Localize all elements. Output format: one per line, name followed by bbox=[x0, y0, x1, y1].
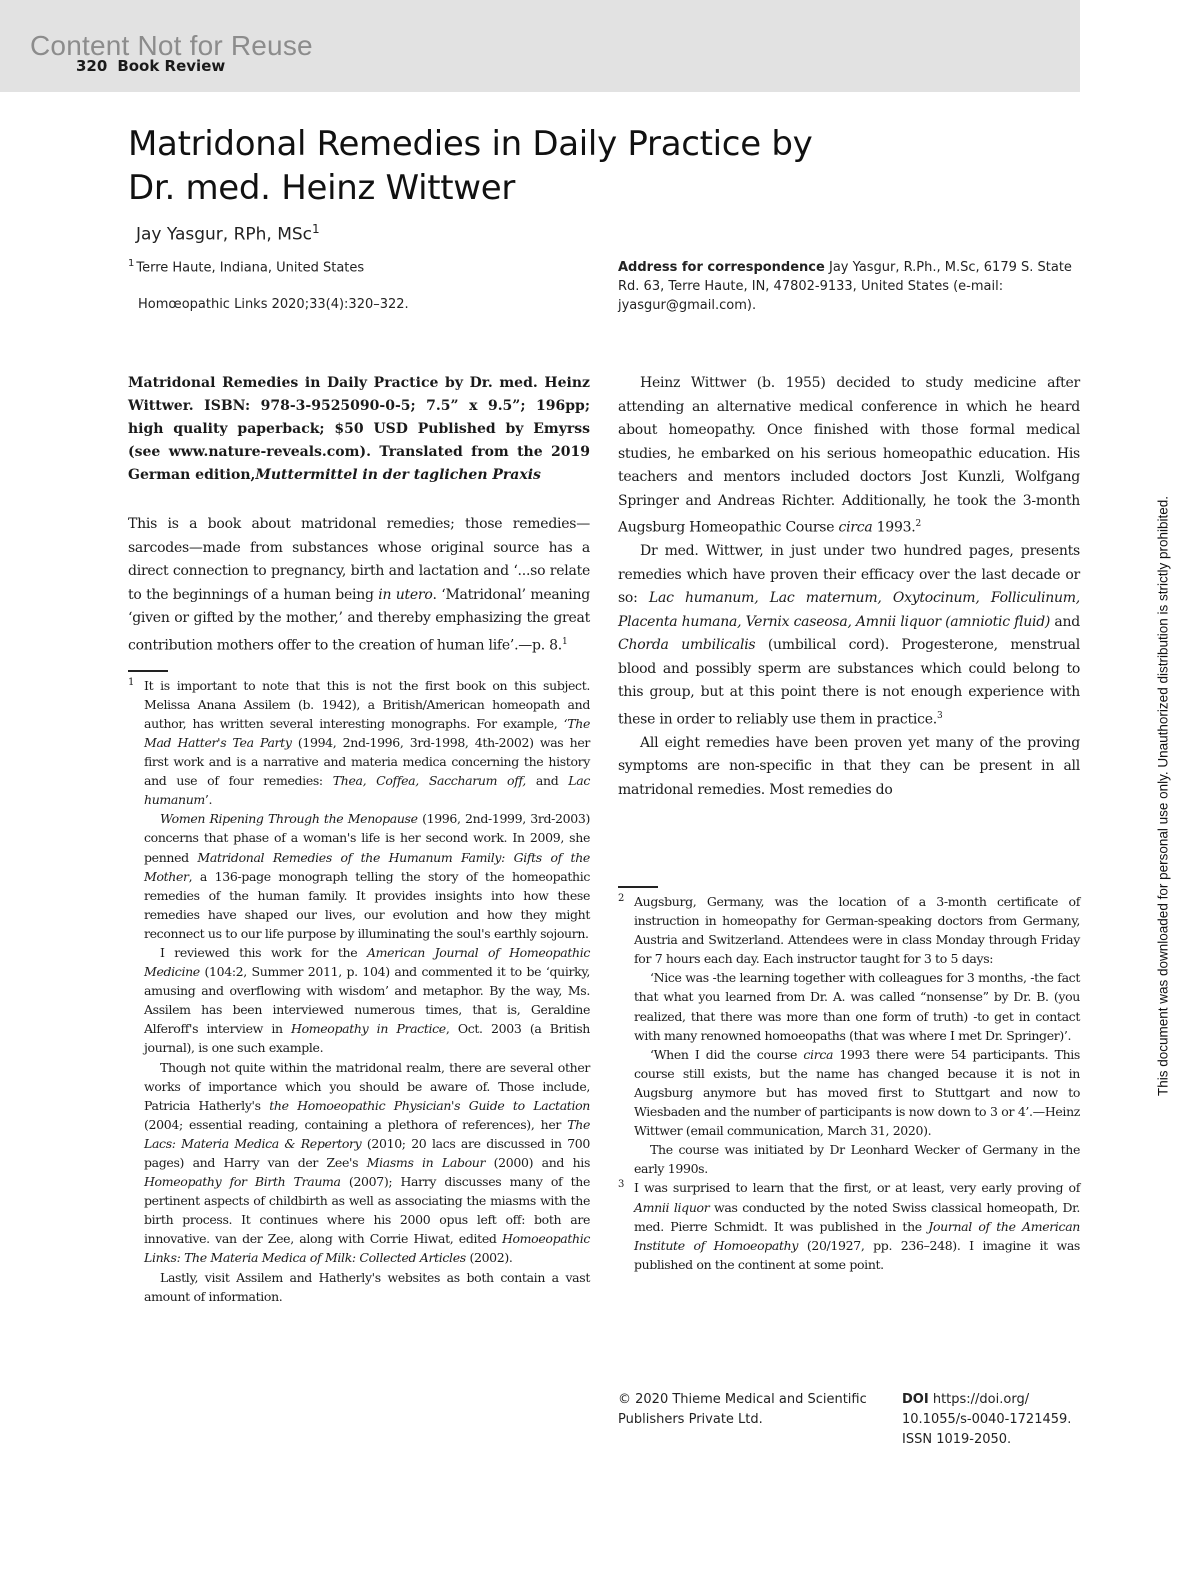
side-notice-text: This document was downloaded for personal use only. Unauthorized distribution is strictly prohibited. bbox=[1155, 495, 1171, 1097]
footnote-1-para-2 bbox=[128, 809, 590, 943]
fn1-p2-text-b: , a 136-page monograph telling the story of the homeopathic remedies of the human family. It provides insights into how these remedies have shaped our lives, our evolution and how they might reconnect us to our life purpose by illuminating the soul's earthly sojourn. bbox=[144, 868, 590, 941]
footnote-ref-1: 1 bbox=[562, 636, 568, 647]
body-paragraph-1 bbox=[618, 372, 1080, 540]
fn1-p2-italic-1: Women Ripening Through the Menopause bbox=[160, 811, 418, 827]
page-number: 320 bbox=[76, 57, 108, 75]
footnote-1-number: 1 bbox=[128, 676, 135, 688]
doi-label: DOI bbox=[902, 1392, 929, 1407]
fn1-p4-text-e: (2007); Harry discusses many of the pertinent aspects of childbirth as well as associating the miasms with the birth process. It continues where his 2000 opus left off: both are innovative. van der Zee, along with Corrie Hiwat, edited bbox=[144, 1174, 590, 1247]
fn2-c-text-b: 1993 there were 54 participants. This course still exists, but the name has changed because it is not in Augsburg anymore but has moved first to Stuttgart and now to Wiesbaden and the number of participants is now down to 3 or 4’.—Heinz Wittwer (email communication, March 31, 2020). bbox=[634, 1046, 1080, 1139]
left-column bbox=[128, 372, 590, 1306]
p1-text-a: Heinz Wittwer (b. 1955) decided to study medicine after attending an alternative medical conference in which he heard about homeopathy. Once finished with those formal medical studies, he embarked on his serious homeopathic education. His teachers and mentors included doctors Jost Kunzli, Wolfgang Springer and Andreas Richter. Additionally, he took the 3-month Augsburg Homeopathic Course bbox=[618, 375, 1080, 536]
fn1-p3-text-c: , Oct. 2003 (a British journal), is one such example. bbox=[144, 1021, 590, 1056]
fn1-p4-text-c: (2010; 20 lacs are discussed in 700 pages) and Harry van der Zee's bbox=[144, 1135, 590, 1170]
footnote-1-para-3 bbox=[128, 943, 590, 1058]
citation: Homœopathic Links 2020;33(4):320–322. bbox=[138, 297, 409, 312]
fn1-text-a: It is important to note that this is not the first book on this subject. Melissa Anana Assilem (b. 1942), a British/American homeopath and author, has written several interesting monographs. For example, bbox=[144, 677, 590, 731]
p2-text-b: and bbox=[1050, 613, 1080, 630]
fn1-italic-c: Lac humanum bbox=[144, 773, 591, 808]
intro-text-2: . ‘Matridonal’ meaning ‘given or gifted by the mother,’ and thereby emphasizing the great contribution mothers offer to the creation of human life’.—p. 8. bbox=[128, 586, 591, 654]
correspondence-text: Jay Yasgur, R.Ph., M.Sc, 6179 S. State Rd. 63, Terre Haute, IN, 47802-9133, United States (e-mail: jyasgur@gmail.com). bbox=[618, 260, 1072, 313]
p2-italic-remedies: Lac humanum, Lac maternum, Oxytocinum, Folliculinum, Placenta humana, Vernix caseosa, Amnii liquor (amniotic fluid) bbox=[618, 590, 1080, 630]
fn1-p2-italic-2: Matridonal Remedies of the Humanum Family: Gifts of the Mother bbox=[144, 849, 590, 884]
fn3-italic-1: Amnii liquor bbox=[634, 1199, 710, 1215]
fn1-p3-text-a: I reviewed this work for the bbox=[160, 944, 367, 960]
footnote-2-para-3: The course was initiated by Dr Leonhard Wecker of Germany in the early 1990s. bbox=[634, 1142, 1080, 1177]
fn1-text-b: (1994, 2nd-1996, 3rd-1998, 4th-2002) was her first work and is a narrative and materia medica concerning the history and use of four remedies: bbox=[144, 734, 590, 789]
footnote-2-quote-2 bbox=[618, 1045, 1080, 1140]
issn: ISSN 1019-2050. bbox=[902, 1432, 1012, 1447]
fn1-text-d: ’. bbox=[204, 792, 213, 808]
author-line bbox=[136, 222, 320, 245]
footnote-1-para-5: Lastly, visit Assilem and Hatherly's websites as both contain a vast amount of information. bbox=[144, 1269, 590, 1304]
body-paragraph-2 bbox=[618, 540, 1080, 732]
right-footnotes bbox=[618, 874, 1080, 1274]
author-affil-marker: 1 bbox=[312, 222, 320, 236]
fn1-p4-italic-3: Miasms in Labour bbox=[366, 1155, 486, 1170]
footnote-2-number: 2 bbox=[618, 893, 625, 904]
fn1-p4-text-b: (2004; essential reading, containing a plethora of references), her bbox=[144, 1116, 568, 1132]
footnote-3 bbox=[618, 1178, 1080, 1273]
p1-italic: circa bbox=[838, 519, 873, 536]
title-line-2: Dr. med. Heinz Wittwer bbox=[128, 168, 516, 208]
correspondence-label: Address for correspondence bbox=[618, 260, 825, 275]
fn1-p4-italic-5: Homoeopathic Links: The Materia Medica of Milk: Collected Articles bbox=[144, 1231, 590, 1266]
doi-link[interactable]: https://doi.org/ 10.1055/s-0040-1721459. bbox=[902, 1392, 1072, 1427]
p2-text-a: Dr med. Wittwer, in just under two hundred pages, presents remedies which have proven their efficacy over the last decade or so: bbox=[618, 543, 1080, 607]
article-title bbox=[128, 122, 948, 210]
footnote-1 bbox=[128, 676, 590, 810]
fn2-c-text-a: ‘When I did the course bbox=[650, 1046, 804, 1062]
watermark: Content Not for Reuse bbox=[30, 30, 313, 61]
p1-text-b: 1993. bbox=[872, 519, 916, 536]
fn3-text-c: (20/1927, pp. 236–248). I imagine it was published on the continent at some point. bbox=[634, 1237, 1080, 1272]
fn1-p4-italic-1: the Homoeopathic Physician's Guide to Lactation bbox=[269, 1097, 590, 1113]
fn1-p4-text-f: (2002). bbox=[465, 1250, 513, 1266]
section-label: Book Review bbox=[117, 57, 226, 75]
fn1-p4-text-a: Though not quite within the matridonal realm, there are several other works of importance which you should be aware of. Those include, Patricia Hatherly's bbox=[144, 1059, 590, 1113]
affil-marker: 1 bbox=[128, 258, 135, 269]
fn1-p2-text-a: (1996, 2nd-1999, 3rd-2003) concerns that phase of a woman's life is her second work. In 2009, she penned bbox=[144, 811, 590, 865]
intro-italic: in utero bbox=[378, 586, 433, 603]
body-paragraph-3: All eight remedies have been proven yet many of the proving symptoms are non-specific in that they can be present in all matridonal remedies. Most remedies do bbox=[618, 734, 1080, 798]
footnote-3-number: 3 bbox=[618, 1179, 625, 1191]
affiliation bbox=[128, 258, 364, 275]
p2-italic-2: Chorda umbilicalis bbox=[618, 637, 756, 654]
fn1-p4-italic-2: The Lacs: Materia Medica & Repertory bbox=[144, 1116, 590, 1151]
fn1-italic-b: Thea, Coffea, Saccharum off, bbox=[332, 773, 526, 789]
p2-text-c: (umbilical cord). Progesterone, menstrual blood and possibly sperm are substances which could belong to this group, but at this point there is not enough experience with these in order to reliably use them in practice. bbox=[618, 637, 1080, 728]
fn2-c-italic: circa bbox=[803, 1046, 834, 1062]
intro-paragraph bbox=[128, 513, 590, 658]
fn3-text-b: was conducted by the noted Swiss classical homeopath, Dr. med. Pierre Schmidt. It was published in the bbox=[634, 1199, 1081, 1234]
book-info bbox=[128, 372, 590, 487]
book-info-text: Matridonal Remedies in Daily Practice by Dr. med. Heinz Wittwer. ISBN: 978-3-9525090-0-5; 7.5” x 9.5”; 196pp; high quality paperback; $50 USD Published by Emyrss (see www.nature-reveals.com). Translated from the 2019 German edition, bbox=[128, 375, 590, 483]
fn1-p3-italic-2: Homeopathy in Practice bbox=[291, 1021, 446, 1037]
copyright: © 2020 Thieme Medical and Scientific Publishers Private Ltd. bbox=[618, 1392, 867, 1427]
fn2-text-a: Augsburg, Germany, was the location of a 3-month certificate of instruction in homeopathy for German-speaking doctors from Germany, Austria and Switzerland. Attendees were in class Monday through Friday for 7 hours each day. Each instructor taught for 3 to 5 days: bbox=[634, 894, 1080, 967]
right-column bbox=[618, 372, 1080, 802]
fn1-italic-a: ‘The Mad Hatter's Tea Party bbox=[144, 715, 590, 750]
fn3-italic-2: Journal of the American Institute of Homoeopathy bbox=[634, 1218, 1081, 1253]
intro-text-1: This is a book about matridonal remedies; those remedies—sarcodes—made from substances whose original source has a direct connection to pregnancy, birth and lactation and ‘...so relate to the beginnings of a human being bbox=[128, 516, 590, 603]
fn1-text-c: and bbox=[525, 773, 569, 789]
affil-text: Terre Haute, Indiana, United States bbox=[136, 260, 365, 276]
fn3-text-a: I was surprised to learn that the first, or at least, very early proving of bbox=[634, 1180, 1080, 1196]
footnote-ref-2: 2 bbox=[915, 519, 921, 529]
footnote-2 bbox=[618, 892, 1080, 968]
fn1-p3-text-b: (104:2, Summer 2011, p. 104) and commented it to be ‘quirky, amusing and overflowing with wisdom’ and metaphor. By the way, Ms. Assilem has been interviewed numerous times, that is, Geraldine Alferoff's interview in bbox=[144, 964, 590, 1037]
footnote-rule bbox=[128, 670, 168, 672]
footnote-2-quote-1: ‘Nice was -the learning together with colleagues for 3 months, -the fact that what you learned from Dr. A. was called “nonsense” by Dr. B. (you realized, that there was more than one form of truth) -to get in contact with many renowned homoeopaths (that was where I met Dr. Springer)’. bbox=[634, 970, 1080, 1043]
title-line-1: Matridonal Remedies in Daily Practice by bbox=[128, 124, 813, 164]
fn1-p4-italic-4: Homeopathy for Birth Trauma bbox=[144, 1174, 341, 1190]
author-name: Jay Yasgur, RPh, MSc bbox=[136, 224, 313, 245]
footnote-1-para-4 bbox=[128, 1058, 590, 1268]
fn1-p4-text-d: (2000) and his bbox=[485, 1155, 591, 1170]
running-head bbox=[76, 57, 225, 75]
footnote-ref-3: 3 bbox=[936, 710, 943, 721]
fn1-p3-italic-1: American Journal of Homeopathic Medicine bbox=[144, 944, 590, 980]
footnote-rule-right bbox=[618, 886, 658, 888]
book-info-original-title: Muttermittel in der taglichen Praxis bbox=[255, 467, 541, 483]
correspondence bbox=[618, 258, 1088, 315]
doi-block bbox=[902, 1390, 1092, 1450]
